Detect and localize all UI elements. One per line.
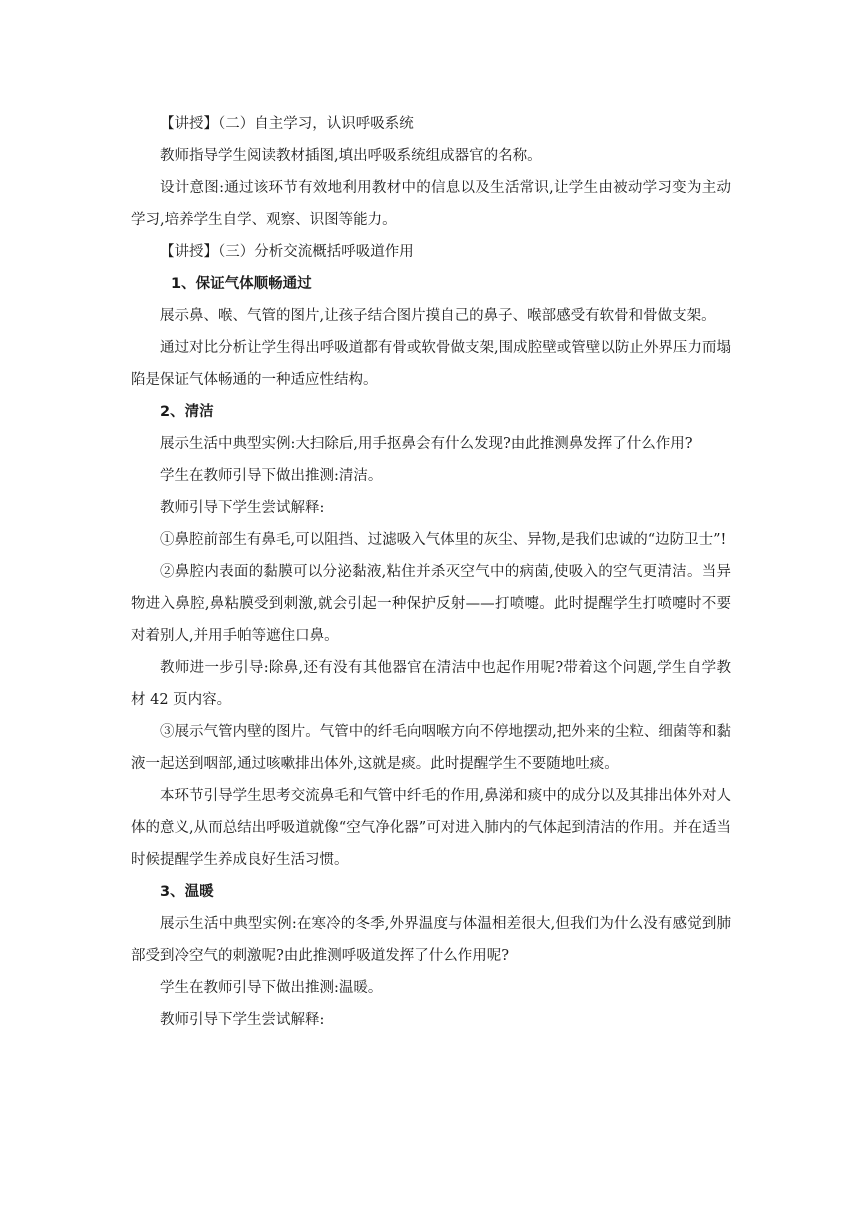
section-heading-self-study: 【讲授】（二）自主学习，认识呼吸系统	[160, 116, 414, 132]
list-item-mucosa: ②鼻腔内表面的黏膜可以分泌黏液,粘住并杀灭空气中的病菌,使吸入的空气更清洁。当异物进入鼻腔,鼻粘膜受到刺激,就会引起一种保护反射——打喷嚏。此时提醒学生打喷嚏时不要对着别人,并用手帕等遮住口鼻。	[131, 564, 731, 644]
subheading-warming: 3、温暖	[160, 884, 214, 900]
paragraph: 展示鼻、喉、气管的图片,让孩子结合图片摸自己的鼻子、喉部感受有软骨和骨做支架。	[160, 308, 716, 324]
paragraph: 展示生活中典型实例:在寒冷的冬季,外界温度与体温相差很大,但我们为什么没有感觉到肺部受到冷空气的刺激呢?由此推测呼吸道发挥了什么作用呢?	[131, 916, 731, 964]
subheading-airflow: 1、保证气体顺畅通过	[171, 276, 312, 292]
document-body	[131, 108, 731, 1036]
list-item-trachea: ③展示气管内壁的图片。气管中的纤毛向咽喉方向不停地摆动,把外来的尘粒、细菌等和黏液一起送到咽部,通过咳嗽排出体外,这就是痰。此时提醒学生不要随地吐痰。	[131, 724, 731, 772]
paragraph: 展示生活中典型实例:大扫除后,用手抠鼻会有什么发现?由此推测鼻发挥了什么作用?	[160, 436, 693, 452]
paragraph: 教师进一步引导:除鼻,还有没有其他器官在清洁中也起作用呢?带着这个问题,学生自学教材 42 页内容。	[131, 660, 731, 708]
paragraph: 通过对比分析让学生得出呼吸道都有骨或软骨做支架,围成腔壁或管壁以防止外界压力而塌陷是保证气体畅通的一种适应性结构。	[131, 340, 731, 388]
paragraph-design-intent: 设计意图:通过该环节有效地利用教材中的信息以及生活常识,让学生由被动学习变为主动学习,培养学生自学、观察、识图等能力。	[131, 180, 731, 228]
section-heading-airway-function: 【讲授】（三）分析交流概括呼吸道作用	[160, 244, 414, 260]
list-item-nose-hair: ①鼻腔前部生有鼻毛,可以阻挡、过滤吸入气体里的灰尘、异物,是我们忠诚的“边防卫士”!	[160, 532, 727, 548]
subheading-cleaning: 2、清洁	[160, 404, 214, 420]
paragraph: 学生在教师引导下做出推测:清洁。	[160, 468, 383, 484]
paragraph: 学生在教师引导下做出推测:温暖。	[160, 980, 383, 996]
paragraph: 教师引导下学生尝试解释:	[160, 500, 325, 516]
paragraph-summary: 本环节引导学生思考交流鼻毛和气管中纤毛的作用,鼻涕和痰中的成分以及其排出体外对人体的意义,从而总结出呼吸道就像“空气净化器”可对进入肺内的气体起到清洁的作用。并在适当时候提醒学生养成良好生活习惯。	[131, 788, 731, 868]
paragraph: 教师指导学生阅读教材插图,填出呼吸系统组成器官的名称。	[160, 148, 542, 164]
paragraph: 教师引导下学生尝试解释:	[160, 1012, 325, 1028]
